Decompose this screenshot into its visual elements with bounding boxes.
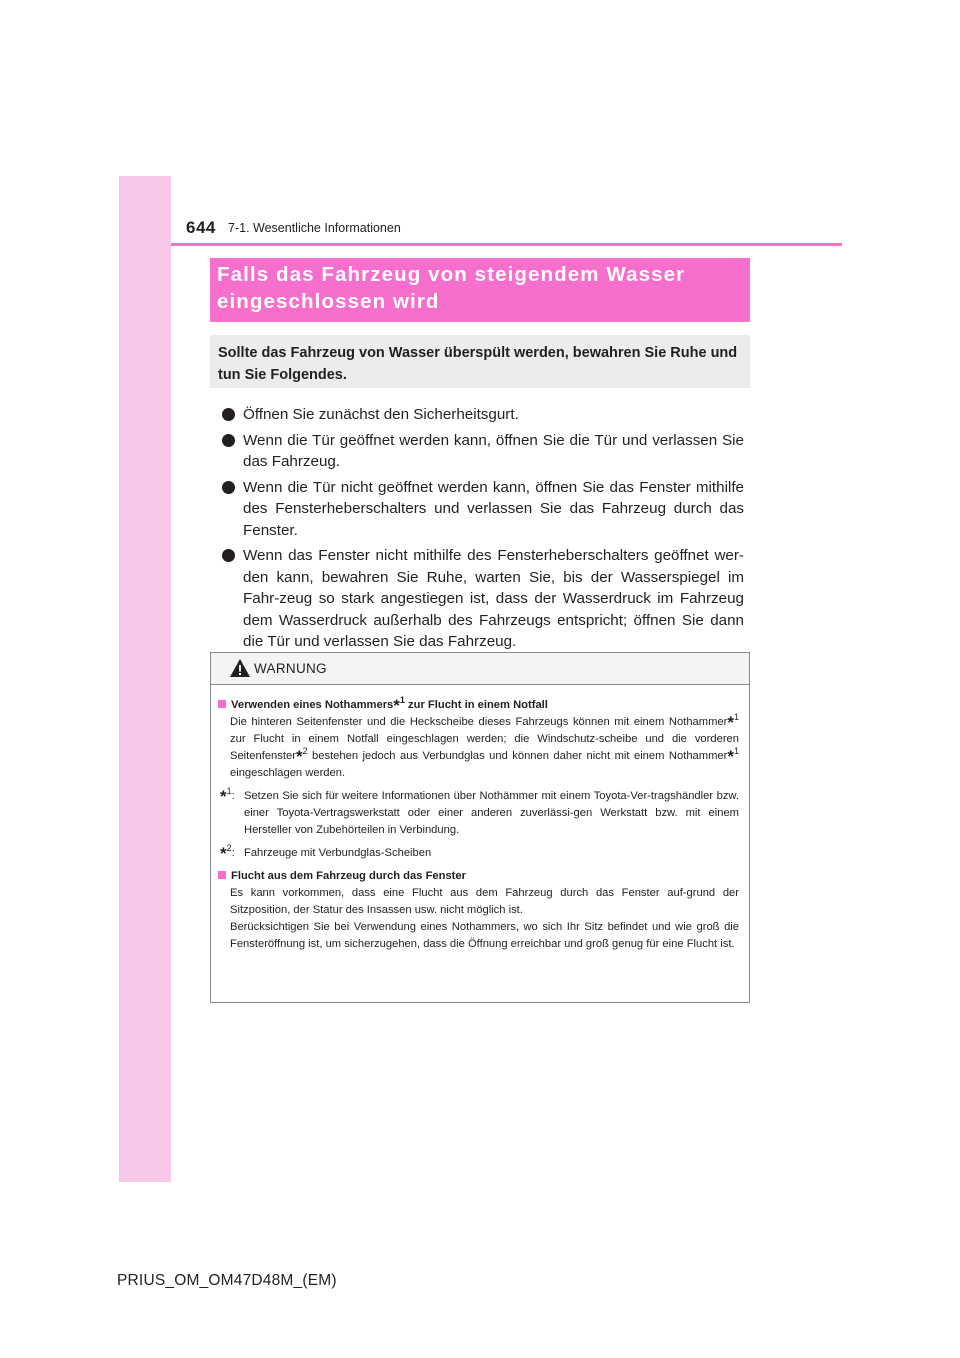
- instruction-list: [222, 404, 744, 657]
- list-item: Wenn die Tür nicht geöffnet werden kann, öffnen Sie das Fenster mithilfe des Fensterheberschalters und verlassen Sie das Fahrzeug durch das Fenster.: [222, 477, 744, 542]
- page-number: 644: [186, 218, 216, 237]
- warning-paragraph-3: Berücksichtigen Sie bei Verwendung eines Nothammers, wo sich Ihr Sitz befindet und wie groß die Fensteröffnung ist, um sicherzugehen, dass die Öffnung erreichbar und groß genug für eine Flucht ist.: [230, 921, 739, 950]
- section-title-line-2: eingeschlossen wird: [217, 290, 440, 313]
- section-title-line-1: Falls das Fahrzeug von steigendem Wasser: [217, 263, 686, 286]
- bullet-icon: [222, 434, 235, 447]
- list-item: Wenn die Tür geöffnet werden kann, öffnen Sie die Tür und verlassen Sie das Fahrzeug.: [222, 430, 744, 473]
- square-bullet-icon: [218, 700, 226, 708]
- square-bullet-icon: [218, 871, 226, 879]
- intro-box: [210, 335, 750, 388]
- document-footer: PRIUS_OM_OM47D48M_(EM): [117, 1272, 337, 1289]
- warning-paragraph-1: Die hinteren Seitenfenster und die Heckscheibe dieses Fahrzeugs können mit einem Nothammer*$^1$ zur Flucht in einem Notfall eingeschlagen werden; die Windschutz-scheibe und die vorderen Seitenfenster*$^2$ bestehen jedoch aus Verbundglas und können daher nicht mit einem Nothammer*$^1$ eingeschlagen werden.: [230, 712, 739, 779]
- warning-body: [211, 685, 749, 953]
- side-tab-strip: [119, 176, 171, 1182]
- section-title-box: [210, 258, 750, 322]
- list-item: Öffnen Sie zunächst den Sicherheitsgurt.: [222, 404, 744, 426]
- footnote-1: *$^1$: Setzen Sie sich für weitere Informationen über Nothämmer mit einem Toyota-Ver-tragshändler bzw. einer Toyota-Vertragswerkstatt oder einer anderen zuverlässi-gen Werkstatt bzw. mit einem Hersteller von Zubehörteilen in Verbindung.: [220, 786, 739, 836]
- warning-paragraph-2: Es kann vorkommen, dass eine Flucht aus dem Fahrzeug durch das Fenster auf-grund der Sitzposition, der Statur des Insassen usw. nicht möglich ist.: [230, 887, 739, 916]
- bullet-icon: [222, 481, 235, 494]
- list-item: Wenn das Fenster nicht mithilfe des Fensterheberschalters geöffnet wer-den kann, bewahren Sie Ruhe, warten Sie, bis der Wasserspiegel im Fahr-zeug so stark angestiegen ist, dass der Wasserdruck im Fahrzeug dem Wasserdruck außerhalb des Fahrzeugs entspricht; öffnen Sie dann die Tür und verlassen Sie das Fahrzeug.: [222, 545, 744, 653]
- warning-heading-2: Flucht aus dem Fahrzeug durch das Fenster: [218, 868, 739, 885]
- bullet-icon: [222, 408, 235, 421]
- intro-text: Sollte das Fahrzeug von Wasser überspült werden, bewahren Sie Ruhe und tun Sie Folgendes.: [218, 345, 738, 383]
- section-reference: 7-1. Wesentliche Informationen: [228, 221, 401, 235]
- warning-header: [211, 653, 749, 685]
- bullet-icon: [222, 549, 235, 562]
- warning-triangle-icon: [229, 658, 251, 678]
- warning-heading-1: Verwenden eines Nothammers*$^1$ zur Flucht in einem Notfall: [218, 697, 739, 714]
- footnote-2: *$^2$: Fahrzeuge mit Verbundglas-Scheiben: [220, 843, 432, 863]
- header-rule: [171, 243, 842, 246]
- warning-label: WARNUNG: [254, 661, 327, 676]
- warning-box: [210, 652, 750, 1003]
